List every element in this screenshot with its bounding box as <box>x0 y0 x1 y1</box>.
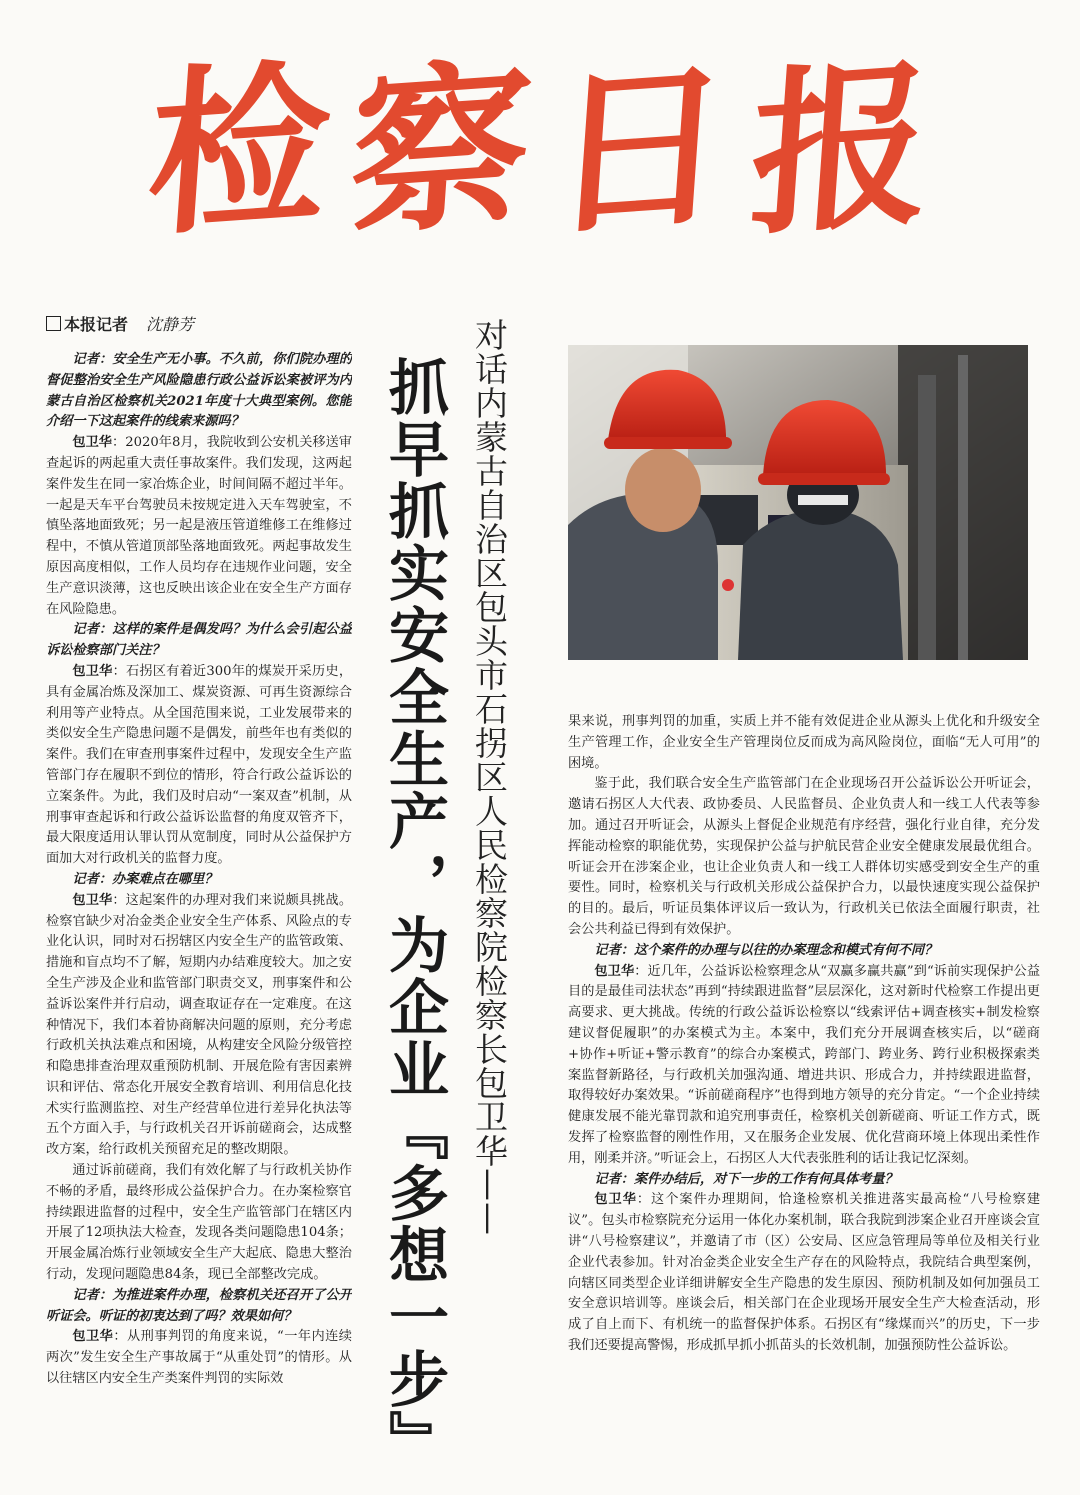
article-paragraph <box>568 962 1040 1170</box>
article-paragraph <box>568 712 1040 774</box>
article-column-right <box>568 712 1040 1402</box>
speaker-label: 记者 <box>72 1287 100 1303</box>
article-paragraph <box>46 620 352 662</box>
masthead-logo <box>142 30 939 270</box>
article-paragraph <box>568 1190 1040 1356</box>
article-paragraph <box>46 1161 352 1286</box>
article-paragraph <box>46 891 352 1161</box>
paragraph-text: ：这个案件的办理与以往的办案理念和模式有何不同？ <box>620 942 938 958</box>
paragraph-text: ：石拐区有着近300年的煤炭开采历史，具有金属冶炼及深加工、煤炭资源、可再生资源综合利用等产业特点。从全国范围来说，工业发展带来的类似安全生产隐患问题不是偶发，前些年也有类似的案件。我们在审查刑事案件过程中，发现安全生产监管部门存在履职不到位的情形，符合行政公益诉讼的立案条件。为此，我们及时启动“一案双查”机制，从刑事审查起诉和行政公益诉讼监督的角度双管齐下，最大限度适用认罪认罚从宽制度，同时从公益保护方面加大对行政机关的监督力度。 <box>46 663 352 867</box>
article-column-left <box>46 350 352 1470</box>
paragraph-text: 通过诉前磋商，我们有效化解了与行政机关协作不畅的矛盾，最终形成公益保护合力。在办案检察官持续跟进监督的过程中，安全生产监管部门在辖区内开展了12项执法大检查，发现各类问题隐患104条；开展金属冶炼行业领域安全生产大起底、隐患大整治行动，发现问题隐患84条，现已全部整改完成。 <box>46 1163 352 1283</box>
paragraph-text: 鉴于此，我们联合安全生产监管部门在企业现场召开公益诉讼公开听证会，邀请石拐区人大代表、政协委员、人民监督员、企业负责人和一线工人代表等参加。通过召开听证会，从源头上督促企业规范有序经营，强化行业自律，充分发挥能动检察的职能优势，实现保护公益与护航民营企业安全健康发展最优组合。听证会开在涉案企业，也让企业负责人和一线工人群体切实感受到安全生产的重要性。同时，检察机关与行政机关形成公益保护合力，以最快速度实现公益保护的目的。最后，听证员集体评议后一致认为，行政机关已依法全面履行职责，社会公共利益已得到有效保护。 <box>568 776 1040 937</box>
byline-label: 本报记者 <box>64 315 129 334</box>
speaker-label: 包卫华 <box>72 1329 114 1345</box>
paragraph-text: ：2020年8月，我院收到公安机关移送审查起诉的两起重大责任事故案件。我们发现，这两起案件发生在同一家冶炼企业，时间间隔不超过半年。一起是天车平台驾驶员未按规定进入天车驾驶室，不慎坠落地面致死；另一起是液压管道维修工在维修过程中，不慎从管道顶部坠落地面致死。两起事故发生原因高度相似，工作人员均存在违规作业问题，安全生产意识淡薄，这也反映出该企业在安全生产方面存在风险隐患。 <box>46 435 352 617</box>
paragraph-text: ：从刑事判罚的角度来说，“一年内连续两次”发生安全生产事故属于“从重处罚”的情形。从以往辖区内安全生产类案件判罚的实际效 <box>46 1329 352 1387</box>
article-headline: 抓早抓实安全生产，为企业『多想一步』 <box>379 356 449 1472</box>
article-paragraph <box>46 350 352 433</box>
masthead-char: 察 <box>342 39 537 260</box>
article-subtitle: 对话内蒙古自治区包头市石拐区人民检察院检察长包卫华—— <box>470 318 509 1236</box>
masthead-char: 日 <box>543 39 738 260</box>
article-paragraph <box>568 1170 1040 1191</box>
article-paragraph <box>568 774 1040 940</box>
speaker-label: 包卫华 <box>594 963 635 979</box>
paragraph-text: ：安全生产无小事。不久前，你们院办理的督促整治安全生产风险隐患行政公益诉讼案被评为内蒙古自治区检察机关2021年度十大典型案例。您能介绍一下这起案件的线索来源吗？ <box>46 352 352 430</box>
speaker-label: 包卫华 <box>72 663 113 679</box>
byline-box-icon <box>46 316 61 331</box>
article-paragraph <box>568 941 1040 962</box>
byline <box>46 312 194 335</box>
article-paragraph <box>46 1286 352 1328</box>
workers-hardhat-photo <box>568 345 1028 660</box>
speaker-label: 包卫华 <box>72 892 113 908</box>
paragraph-text: 果来说，刑事判罚的加重，实质上并不能有效促进企业从源头上优化和升级安全生产管理工作，企业安全生产管理岗位反而成为高风险岗位，面临“无人可用”的困境。 <box>568 714 1040 771</box>
speaker-label: 记者 <box>72 871 99 887</box>
masthead-char: 报 <box>743 39 939 260</box>
speaker-label: 记者 <box>72 352 100 367</box>
article-paragraph <box>46 1327 352 1389</box>
speaker-label: 记者 <box>594 942 621 958</box>
article-paragraph <box>46 870 352 891</box>
paragraph-text: ：这个案件办理期间，恰逢检察机关推进落实最高检“八号检察建议”。包头市检察院充分运用一体化办案机制，联合我院到涉案企业召开座谈会宣讲“八号检察建议”，并邀请了市（区）公安局、区应急管理局等单位及相关行业企业代表参加。针对冶金类企业安全生产存在的风险特点，我院结合典型案例，向辖区同类型企业详细讲解安全生产隐患的发生原因、预防机制及如何加强员工安全意识培训等。座谈会后，相关部门在企业现场开展安全生产大检查活动，形成了自上而下、有机统一的监督保护体系。石拐区有“缘煤而兴”的历史，下一步我们还要提高警惕，形成抓早抓小抓苗头的长效机制，加强预防性公益诉讼。 <box>568 1192 1040 1353</box>
article-paragraph <box>46 662 352 870</box>
speaker-label: 包卫华 <box>594 1192 637 1208</box>
speaker-label: 包卫华 <box>72 435 112 451</box>
paragraph-text: ：办案难点在哪里？ <box>98 871 218 887</box>
byline-reporter-name: 沈静芳 <box>146 315 195 334</box>
paragraph-text: ：为推进案件办理，检察机关还召开了公开听证会。听证的初衷达到了吗？效果如何？ <box>46 1287 352 1324</box>
paragraph-text: ：案件办结后，对下一步的工作有何具体考量？ <box>620 1171 898 1187</box>
article-paragraph <box>46 433 352 620</box>
speaker-label: 记者 <box>594 1171 621 1187</box>
paragraph-text: ：近几年，公益诉讼检察理念从“双赢多赢共赢”到“诉前实现保护公益目的是最佳司法状态”再到“持续跟进监督”层层深化，这对新时代检察工作提出更高要求、更大挑战。传统的行政公益诉讼检察以“线索评估+调查核实+制发检察建议督促履职”的办案模式为主。本案中，我们充分开展调查核实后，以“磋商+协作+听证+警示教育”的综合办案模式，跨部门、跨业务、跨行业积极探索类案监督新路径，与行政机关加强沟通、增进共识、形成合力，并持续跟进监督，取得较好办案效果。“诉前磋商程序”也得到地方领导的充分肯定。“一个企业持续健康发展不能光靠罚款和追究刑事责任，检察机关创新磋商、听证工作方式，既发挥了检察监督的刚性作用，又在服务企业发展、优化营商环境上体现出柔性作用，刚柔并济。”听证会上，石拐区人大代表张胜利的话让我记忆深刻。 <box>568 963 1040 1166</box>
speaker-label: 记者 <box>72 622 100 638</box>
paragraph-text: ：这样的案件是偶发吗？为什么会引起公益诉讼检察部门关注？ <box>46 622 352 659</box>
masthead-char: 检 <box>142 39 337 260</box>
paragraph-text: ：这起案件的办理对我们来说颇具挑战。检察官缺少对冶金类企业安全生产体系、风险点的专业化认识，同时对石拐辖区内安全生产的监管政策、措施和盲点均不了解，短期内办结难度较大。加之安全生产涉及企业和监管部门职责交叉，刑事案件和公益诉讼案件并行启动，调查取证存在一定难度。在这种情况下，我们本着协商解决问题的原则，充分考虑行政机关执法难点和困境，从构建安全风险分级管控和隐患排查治理双重预防机制、开展危险有害因素辨识和评估、常态化开展安全教育培训、利用信息化技术实行监测监控、对生产经营单位进行差异化执法等五个方面入手，与行政机关召开诉前磋商会，达成整改方案，给行政机关预留充足的整改期限。 <box>46 892 352 1158</box>
